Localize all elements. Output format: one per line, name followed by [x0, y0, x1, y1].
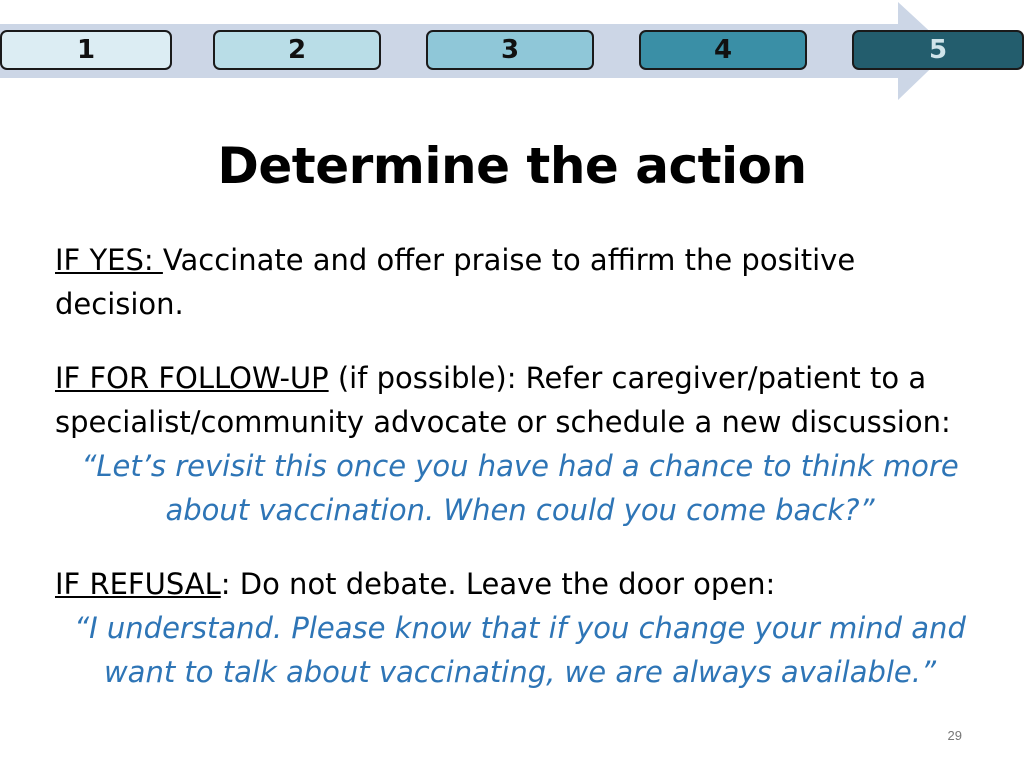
refusal-paragraph	[55, 562, 985, 694]
step-1[interactable]: 1	[0, 30, 172, 70]
step-indicator	[0, 30, 1024, 74]
slide-title: Determine the action	[217, 137, 807, 195]
step-3[interactable]: 3	[426, 30, 594, 70]
yes-label: IF YES:	[55, 243, 163, 277]
followup-text: (if possible): Refer caregiver/patient to a specialist/community advocate or schedule a new discussion:	[55, 361, 951, 439]
step-5[interactable]: 5	[852, 30, 1024, 70]
followup-quote: “Let’s revisit this once you have had a chance to think more about vaccination. When could you come back?”	[81, 449, 959, 527]
page-number: 29	[947, 728, 962, 743]
refusal-quote: “I understand. Please know that if you change your mind and want to talk about vaccinating, we are always available.”	[74, 611, 966, 689]
followup-label: IF FOR FOLLOW-UP	[55, 361, 329, 395]
step-4[interactable]: 4	[639, 30, 807, 70]
followup-paragraph	[55, 356, 985, 532]
yes-text: Vaccinate and offer praise to affirm the positive decision.	[55, 243, 856, 321]
refusal-text: : Do not debate. Leave the door open:	[220, 567, 776, 601]
yes-paragraph	[55, 238, 985, 326]
refusal-label: IF REFUSAL	[55, 567, 221, 601]
step-2[interactable]: 2	[213, 30, 381, 70]
